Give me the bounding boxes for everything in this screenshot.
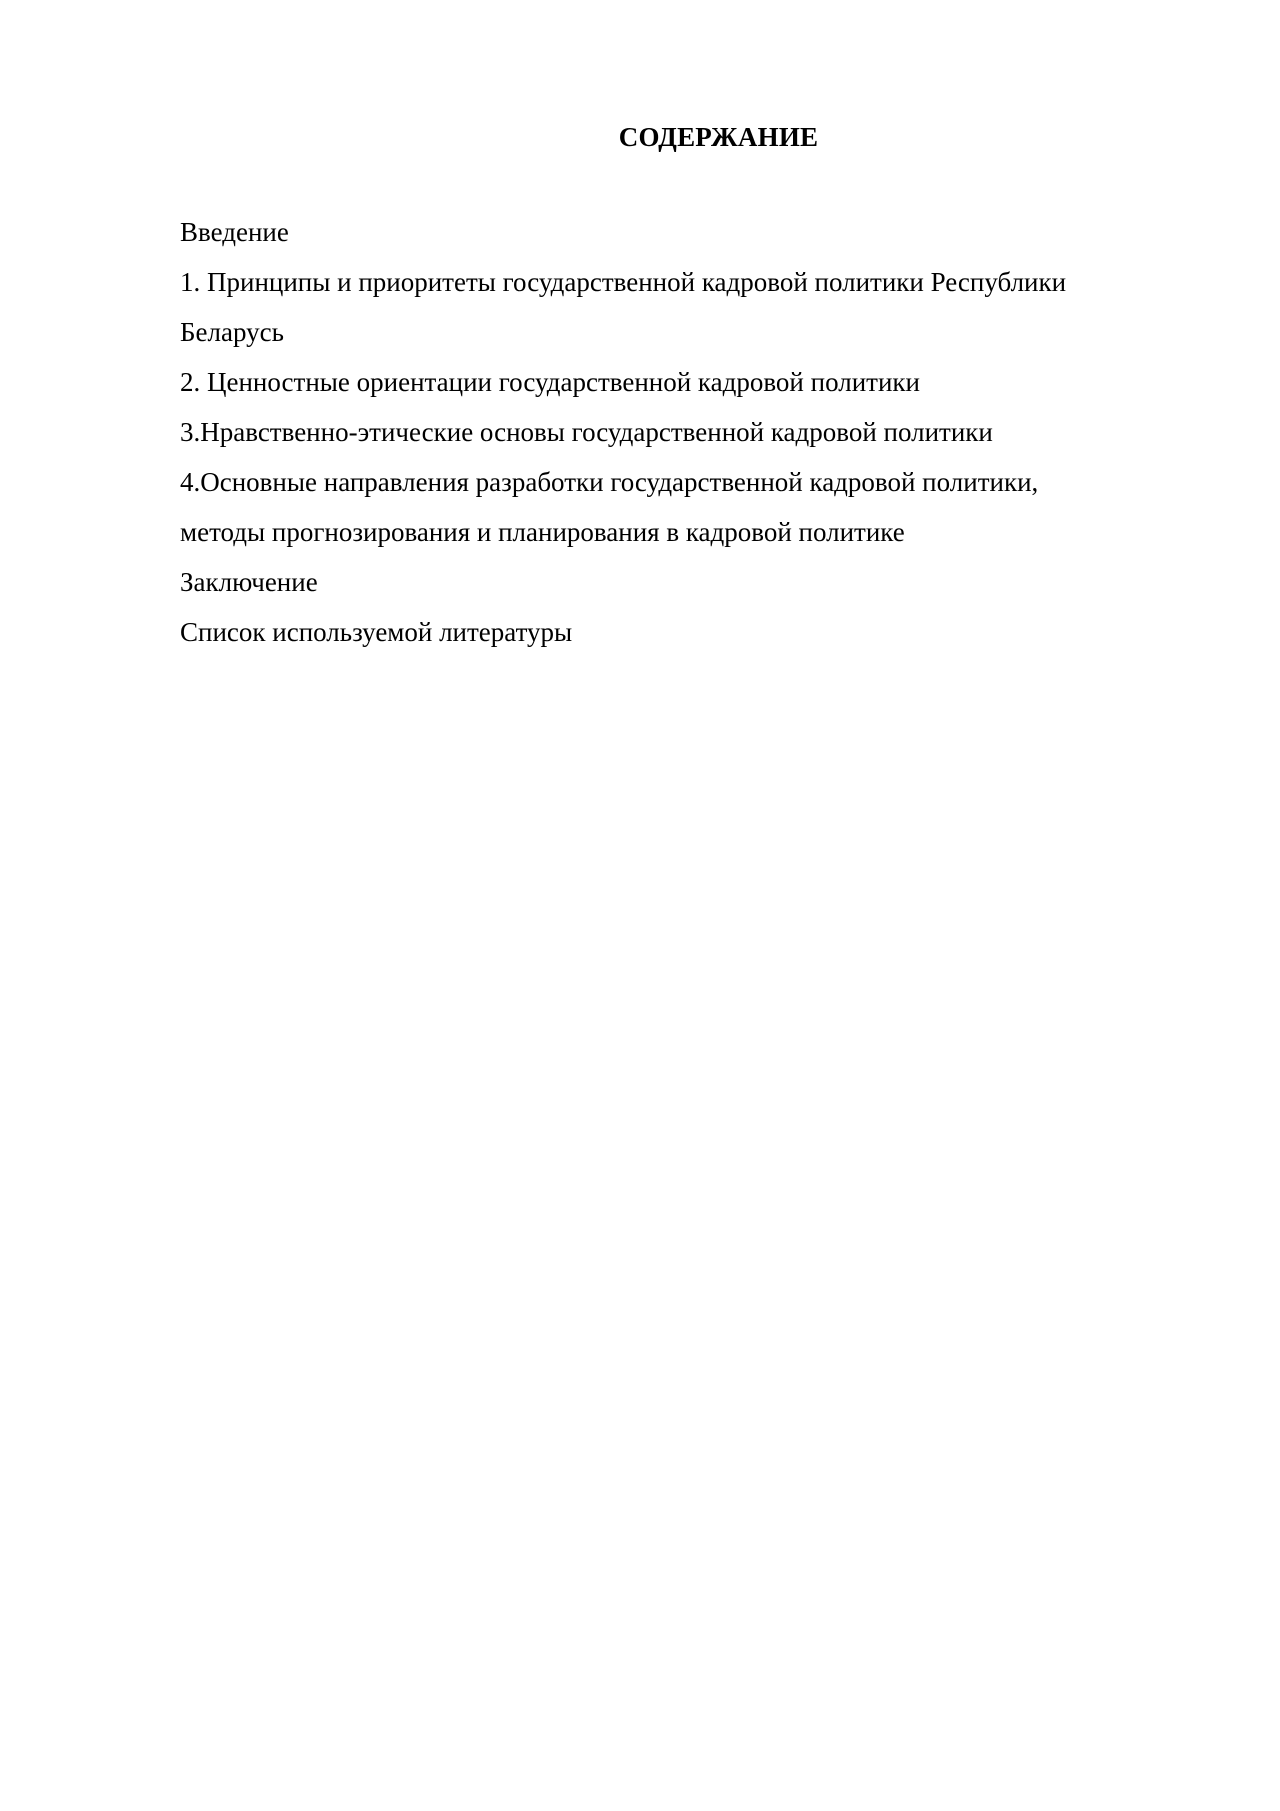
toc-item-chapter-4: 4.Основные направления разработки государственной кадровой политики,	[180, 467, 1039, 497]
toc-item-introduction: Введение	[180, 217, 289, 247]
table-of-contents	[180, 207, 1180, 657]
page-title: СОДЕРЖАНИЕ	[618, 122, 819, 152]
toc-item-chapter-3: 3.Нравственно-этические основы государственной кадровой политики	[180, 417, 993, 447]
toc-item-conclusion: Заключение	[180, 567, 318, 597]
toc-item-chapter-1: 1. Принципы и приоритеты государственной кадровой политики Республики	[180, 267, 1067, 297]
toc-item-chapter-1-continued: Беларусь	[180, 317, 284, 347]
toc-item-chapter-4-continued: методы прогнозирования и планирования в кадровой политике	[180, 517, 905, 547]
toc-item-chapter-2: 2. Ценностные ориентации государственной кадровой политики	[180, 367, 920, 397]
toc-item-references: Список используемой литературы	[180, 617, 573, 647]
